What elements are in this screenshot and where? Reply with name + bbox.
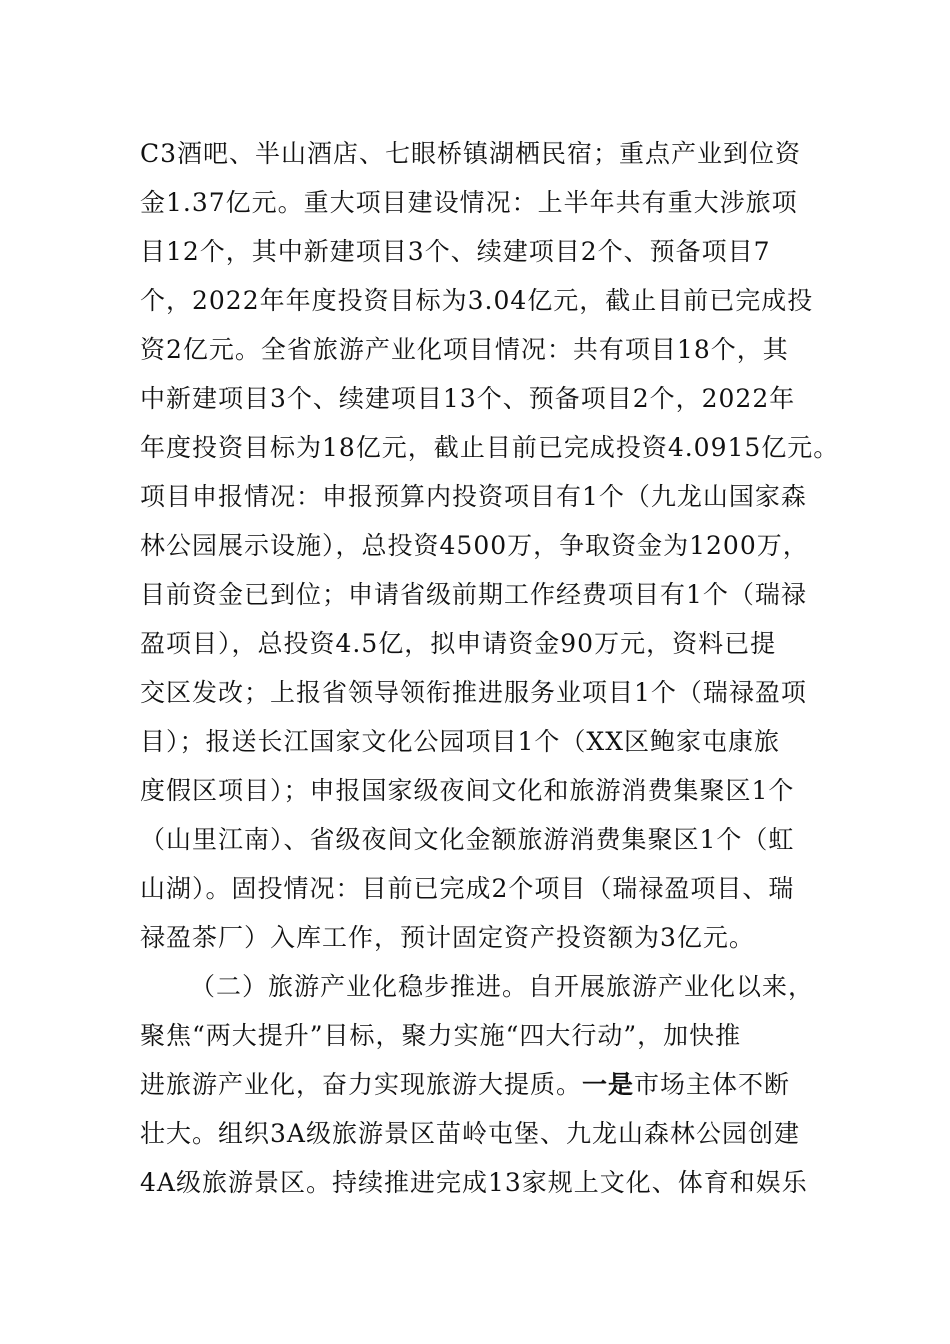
text-line-4: 个，2022年年度投资目标为3.04亿元，截止目前已完成投 xyxy=(140,286,814,315)
text-line-9: 林公园展示设施），总投资4500万，争取资金为1200万， xyxy=(140,531,809,560)
text-line-20-part-1: 进旅游产业化，奋力实现旅游大提质。 xyxy=(140,1070,583,1099)
text-line-15: （山里江南）、省级夜间文化金额旅游消费集聚区1个（虹 xyxy=(140,825,795,854)
text-line-16: 山湖）。固投情况：目前已完成2个项目（瑞禄盈项目、瑞 xyxy=(140,874,795,903)
text-line-11: 盈项目），总投资4.5亿，拟申请资金90万元，资料已提 xyxy=(140,629,777,658)
text-line-19: 聚焦“两大提升”目标，聚力实施“四大行动”，加快推 xyxy=(140,1021,742,1050)
text-line-13: 目）；报送长江国家文化公园项目1个（XX区鲍家屯康旅 xyxy=(140,727,781,756)
text-line-20-emphasis: 一是 xyxy=(582,1070,635,1099)
text-line-8: 项目申报情况：申报预算内投资项目有1个（九龙山国家森 xyxy=(140,482,807,511)
text-line-18: （二）旅游产业化稳步推进。自开展旅游产业化以来， xyxy=(190,972,815,1001)
text-line-7: 年度投资目标为18亿元，截止目前已完成投资4.0915亿元。 xyxy=(140,433,840,462)
text-line-20-part-2: 市场主体不断 xyxy=(634,1070,791,1099)
text-line-22: 4A级旅游景区。持续推进完成13家规上文化、体育和娱乐 xyxy=(140,1168,808,1197)
text-line-2: 金1.37亿元。重大项目建设情况：上半年共有重大涉旅项 xyxy=(140,188,798,217)
text-line-5: 资2亿元。全省旅游产业化项目情况：共有项目18个，其 xyxy=(140,335,789,364)
text-line-10: 目前资金已到位；申请省级前期工作经费项目有1个（瑞禄 xyxy=(140,580,807,609)
text-line-1: C3酒吧、半山酒店、七眼桥镇湖栖民宿；重点产业到位资 xyxy=(140,139,802,168)
text-line-12: 交区发改；上报省领导领衔推进服务业项目1个（瑞禄盈项 xyxy=(140,678,807,707)
text-line-20 xyxy=(140,1069,840,1101)
text-line-17: 禄盈茶厂）入库工作，预计固定资产投资额为3亿元。 xyxy=(140,923,755,952)
text-line-6: 中新建项目3个、续建项目13个、预备项目2个，2022年 xyxy=(140,384,796,413)
text-line-3: 目12个，其中新建项目3个、续建项目2个、预备项目7 xyxy=(140,237,771,266)
text-line-14: 度假区项目）；申报国家级夜间文化和旅游消费集聚区1个 xyxy=(140,776,795,805)
text-line-21: 壮大。组织3A级旅游景区苗岭屯堡、九龙山森林公园创建 xyxy=(140,1119,800,1148)
